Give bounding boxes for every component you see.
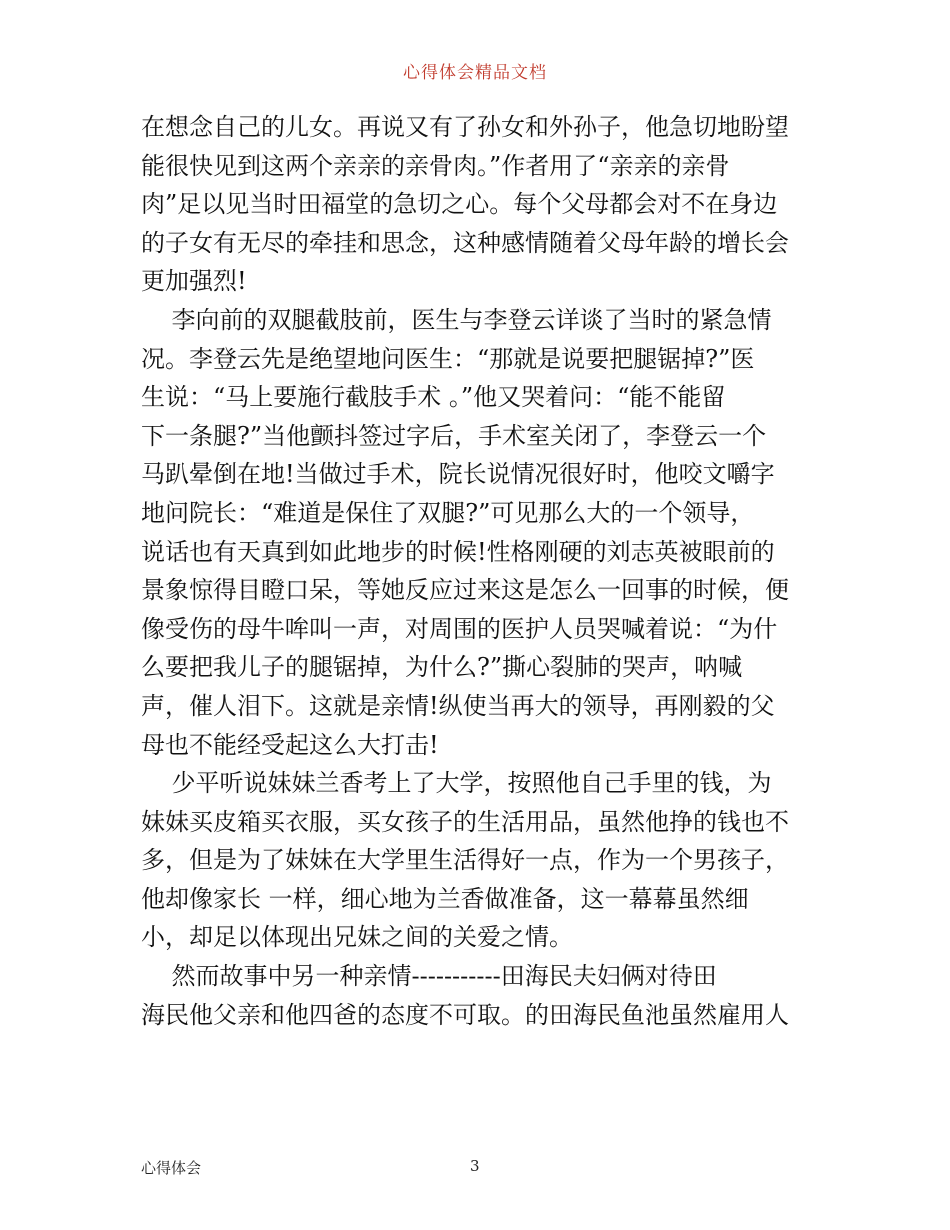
text-line: 地问院长：“难道是保住了双腿?”可见那么大的一个领导， bbox=[141, 498, 755, 527]
text-line: 生说：“马上要施行截肢手术 。”他又哭着问：“能不能留 bbox=[141, 383, 726, 412]
text-line: 肉”足以见当时田福堂的急切之心。每个父母都会对不在身边 bbox=[141, 190, 778, 219]
text-line: 母也不能经受起这么大打击! bbox=[141, 730, 439, 759]
text-line: 更加强烈! bbox=[141, 267, 247, 296]
text-line: 马趴晕倒在地!当做过手术，院长说情况很好时，他咬文嚼字 bbox=[141, 460, 775, 489]
text-line: 妹妹买皮箱买衣服，买女孩子的生活用品，虽然他挣的钱也不 bbox=[141, 807, 789, 836]
text-line: 在想念自己的儿女。再说又有了孙女和外孙子，他急切地盼望 bbox=[141, 113, 789, 141]
document-body bbox=[141, 108, 813, 1034]
text-line: 么要把我儿子的腿锯掉，为什么?”撕心裂肺的哭声，呐喊 bbox=[141, 653, 743, 682]
text-line: 的子女有无尽的牵挂和思念，这种感情随着父母年龄的增长会 bbox=[141, 228, 789, 257]
text-line: 况。李登云先是绝望地问医生：“那就是说要把腿锯掉?”医 bbox=[141, 344, 755, 373]
page-number: 3 bbox=[470, 1157, 480, 1175]
text-line: 小，却足以体现出兄妹之间的关爱之情。 bbox=[141, 923, 573, 952]
text-line: 然而故事中另一种亲情-----------田海民夫妇俩对待田 bbox=[141, 962, 717, 991]
text-line: 说话也有天真到如此地步的时候!性格刚硬的刘志英被眼前的 bbox=[141, 537, 775, 566]
text-line: 多，但是为了妹妹在大学里生活得好一点，作为一个男孩子， bbox=[141, 846, 789, 875]
text-line: 声，催人泪下。这就是亲情!纵使当再大的领导，再刚毅的父 bbox=[141, 691, 775, 720]
text-line: 少平听说妹妹兰香考上了大学，按照他自己手里的钱，为 bbox=[141, 769, 772, 798]
text-line: 海民他父亲和他四爸的态度不可取。的田海民鱼池虽然雇用人 bbox=[141, 1000, 789, 1029]
text-line: 下一条腿?”当他颤抖签过字后，手术室关闭了，李登云一个 bbox=[141, 421, 767, 450]
text-line: 李向前的双腿截肢前，医生与李登云详谈了当时的紧急情 bbox=[141, 305, 772, 334]
text-line: 景象惊得目瞪口呆，等她反应过来这是怎么一回事的时候，便 bbox=[141, 576, 789, 605]
text-line: 能很快见到这两个亲亲的亲骨肉。”作者用了“亲亲的亲骨 bbox=[141, 151, 730, 180]
text-line: 他却像家长 一样，细心地为兰香做准备，这一幕幕虽然细 bbox=[141, 884, 749, 913]
footer-label: 心得体会 bbox=[141, 1159, 202, 1177]
text-line: 像受伤的母牛哞叫一声，对周围的医护人员哭喊着说：“为什 bbox=[141, 614, 778, 643]
page-header-title: 心得体会精品文档 bbox=[403, 63, 547, 83]
